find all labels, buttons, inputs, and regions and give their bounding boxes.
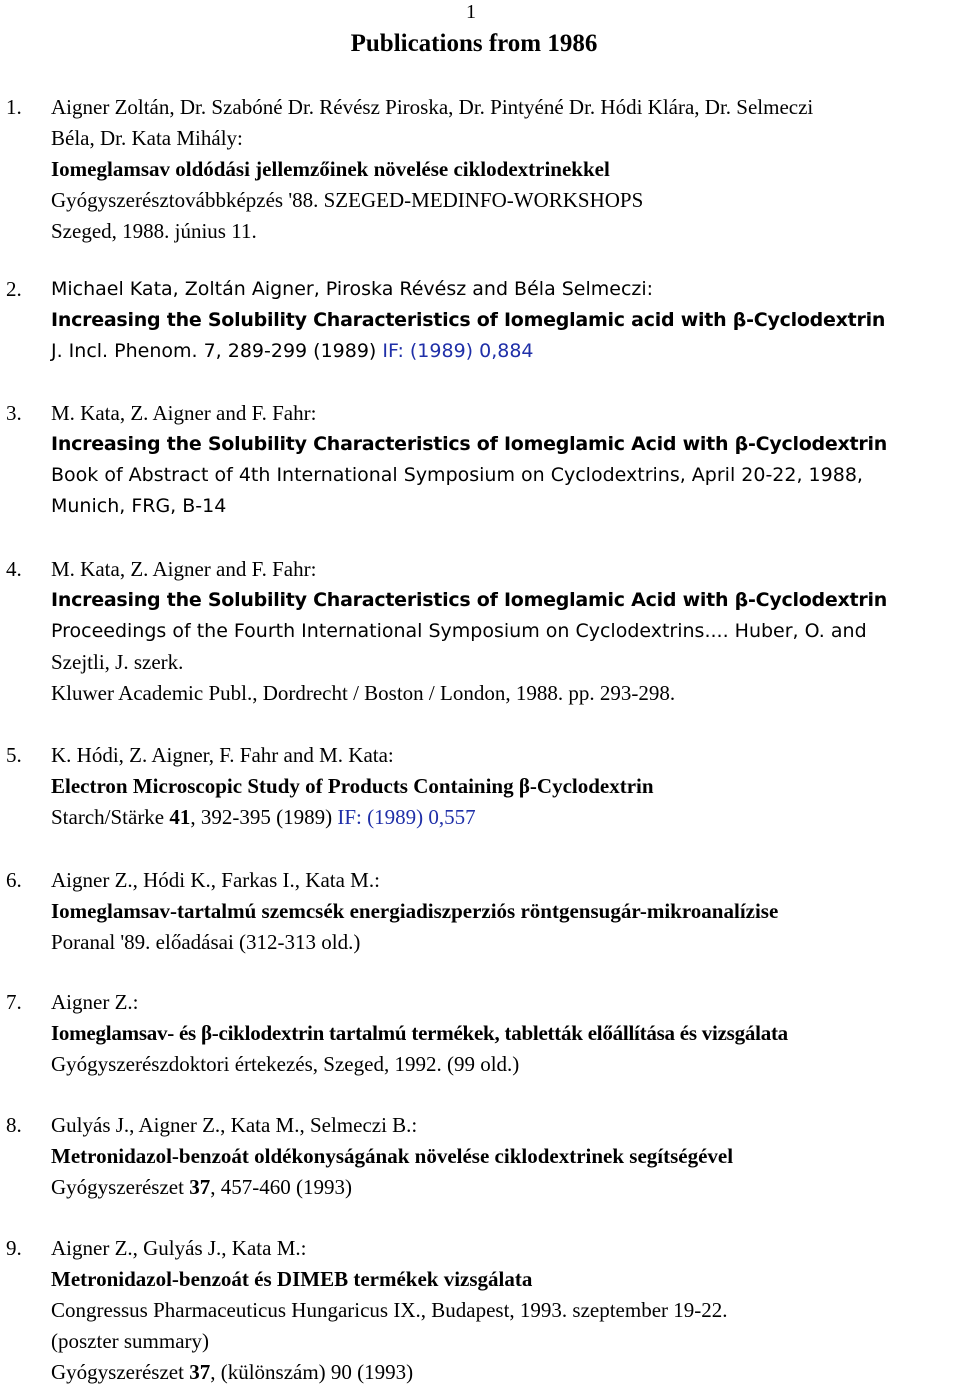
entry-title: Iomeglamsav-tartalmú szemcsék energiadiszperziós röntgensugár-mikroanalízise [51, 899, 779, 923]
entry-authors: Aigner Z., Gulyás J., Kata M.: [51, 1236, 307, 1260]
entry-number: 1. [6, 95, 22, 119]
publication-entry-2 [0, 274, 960, 367]
entry-authors: Michael Kata, Zoltán Aigner, Piroska Révész and Béla Selmeczi: [51, 278, 654, 300]
entry-source [51, 802, 960, 833]
entry-authors: Aigner Zoltán, Dr. Szabóné Dr. Révész Piroska, Dr. Pintyéné Dr. Hódi Klára, Dr. Selmeczi [51, 95, 814, 119]
entry-source [51, 336, 960, 367]
impact-factor: IF: (1989) 0,557 [337, 805, 476, 829]
publication-entry-3 [0, 398, 960, 522]
entry-title: Increasing the Solubility Characteristics of Iomeglamic Acid with β-Cyclodextrin [51, 433, 888, 455]
entry-authors: Aigner Z., Hódi K., Farkas I., Kata M.: [51, 868, 380, 892]
entry-source: Congressus Pharmaceuticus Hungaricus IX., Budapest, 1993. szeptember 19-22. [51, 1298, 728, 1322]
entry-journal: Starch/Stärke [51, 805, 170, 829]
entry-number: 5. [6, 743, 22, 767]
entry-number: 9. [6, 1236, 22, 1260]
entry-source: Gyógyszerészdoktori értekezés, Szeged, 1992. (99 old.) [51, 1052, 520, 1076]
entry-source [51, 1172, 960, 1203]
entry-authors-cont: Béla, Dr. Kata Mihály: [51, 126, 243, 150]
entry-title: Increasing the Solubility Characteristics of Iomeglamic Acid with β-Cyclodextrin [51, 589, 888, 611]
entry-pages: , 392-395 (1989) [190, 805, 338, 829]
entry-authors: Gulyás J., Aigner Z., Kata M., Selmeczi B.: [51, 1113, 418, 1137]
entry-number: 6. [6, 868, 22, 892]
impact-factor: IF: (1989) 0,884 [382, 340, 534, 362]
entry-journal: J. Incl. Phenom. 7, 289-299 (1989) [51, 340, 383, 362]
entry-source-journal [51, 1357, 960, 1388]
entry-title: Metronidazol-benzoát és DIMEB termékek vizsgálata [51, 1267, 533, 1291]
entry-pages: , (különszám) 90 (1993) [210, 1360, 414, 1384]
entry-volume: 41 [169, 805, 191, 829]
entry-source: Poranal '89. előadásai (312-313 old.) [51, 930, 361, 954]
entry-number: 7. [6, 990, 22, 1014]
publication-entry-8 [0, 1110, 960, 1203]
entry-authors: M. Kata, Z. Aigner and F. Fahr: [51, 401, 317, 425]
publication-entry-7 [0, 987, 960, 1080]
page-title: Publications from 1986 [350, 30, 598, 57]
entry-volume: 37 [189, 1360, 211, 1384]
entry-source-cont: Szejtli, J. szerk. [51, 650, 184, 674]
entry-journal: Gyógyszerészet [51, 1175, 190, 1199]
entry-title: Electron Microscopic Study of Products Containing β-Cyclodextrin [51, 774, 654, 798]
publication-entry-4 [0, 554, 960, 709]
entry-source-cont: (poszter summary) [51, 1329, 210, 1353]
entry-volume: 37 [189, 1175, 211, 1199]
entry-authors: K. Hódi, Z. Aigner, F. Fahr and M. Kata: [51, 743, 394, 767]
entry-number: 2. [6, 277, 22, 301]
entry-publisher: Kluwer Academic Publ., Dordrecht / Boston / London, 1988. pp. 293-298. [51, 681, 676, 705]
entry-title: Iomeglamsav oldódási jellemzőinek növelése ciklodextrinekkel [51, 157, 610, 181]
entry-pages: , 457-460 (1993) [210, 1175, 352, 1199]
entry-title: Metronidazol-benzoát oldékonyságának növelése ciklodextrinek segítségével [51, 1144, 734, 1168]
entry-source: Gyógyszerésztovábbképzés '88. SZEGED-MEDINFO-WORKSHOPS [51, 188, 644, 212]
publication-entry-9 [0, 1233, 960, 1388]
entry-source-cont: Munich, FRG, B-14 [51, 495, 227, 517]
entry-source: Proceedings of the Fourth International Symposium on Cyclodextrins.... Huber, O. and [51, 620, 867, 642]
page-number: 1 [466, 1, 476, 23]
entry-number: 3. [6, 401, 22, 425]
publication-entry-1 [0, 92, 960, 247]
entry-number: 8. [6, 1113, 22, 1137]
entry-source: Book of Abstract of 4th International Symposium on Cyclodextrins, April 20-22, 1988, [51, 464, 863, 486]
entry-journal: Gyógyszerészet [51, 1360, 190, 1384]
entry-authors: M. Kata, Z. Aigner and F. Fahr: [51, 557, 317, 581]
entry-title: Iomeglamsav- és β-ciklodextrin tartalmú termékek, tabletták előállítása és vizsgálata [51, 1021, 788, 1045]
publication-entry-6 [0, 865, 960, 958]
entry-number: 4. [6, 557, 22, 581]
publication-entry-5 [0, 740, 960, 833]
entry-title: Increasing the Solubility Characteristics of Iomeglamic acid with β-Cyclodextrin [51, 309, 886, 331]
entry-source-cont: Szeged, 1988. június 11. [51, 219, 257, 243]
entry-authors: Aigner Z.: [51, 990, 139, 1014]
